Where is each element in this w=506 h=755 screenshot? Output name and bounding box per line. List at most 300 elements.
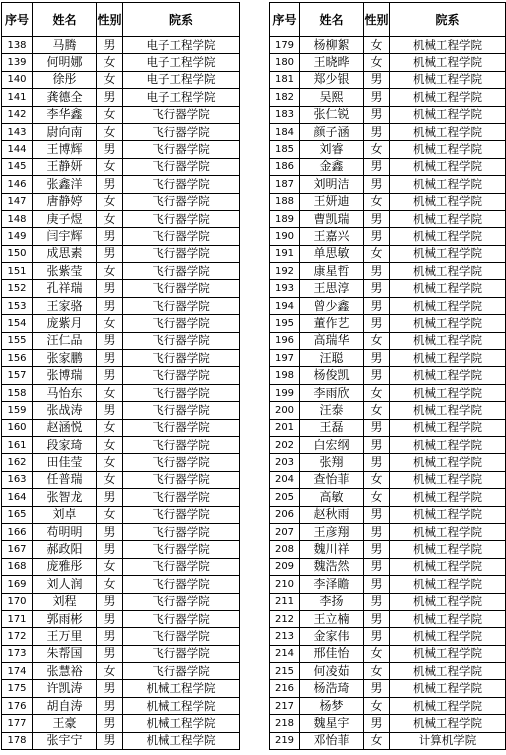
row-number: 216 [270, 680, 300, 697]
student-name: 马怡东 [33, 384, 97, 401]
student-name: 邢佳怡 [300, 645, 364, 662]
student-gender: 男 [364, 263, 390, 280]
student-gender: 女 [97, 663, 123, 680]
table-row [2, 593, 240, 610]
student-name: 曾少鑫 [300, 297, 364, 314]
student-department: 机械工程学院 [390, 280, 506, 297]
student-department: 飞行器学院 [123, 628, 240, 645]
student-gender: 女 [364, 193, 390, 210]
table-row [270, 89, 506, 106]
student-gender: 男 [364, 680, 390, 697]
student-department: 飞行器学院 [123, 106, 240, 123]
student-name: 金鑫 [300, 158, 364, 175]
student-department: 飞行器学院 [123, 350, 240, 367]
row-number: 219 [270, 732, 300, 749]
row-number: 161 [2, 436, 33, 453]
table-row [2, 106, 240, 123]
student-department: 机械工程学院 [390, 106, 506, 123]
row-number: 174 [2, 663, 33, 680]
row-number: 154 [2, 315, 33, 332]
student-gender: 女 [97, 158, 123, 175]
student-name: 魏星宇 [300, 715, 364, 732]
student-gender: 女 [97, 71, 123, 88]
table-row [270, 106, 506, 123]
student-department: 飞行器学院 [123, 315, 240, 332]
student-department: 机械工程学院 [390, 210, 506, 227]
table-row [270, 367, 506, 384]
table-row [2, 715, 240, 732]
student-department: 飞行器学院 [123, 158, 240, 175]
student-gender: 女 [97, 123, 123, 140]
table-row [270, 245, 506, 262]
student-name: 魏川祥 [300, 541, 364, 558]
student-gender: 男 [364, 506, 390, 523]
table-row [270, 576, 506, 593]
student-department: 机械工程学院 [123, 697, 240, 714]
row-number: 207 [270, 523, 300, 540]
student-department: 机械工程学院 [390, 158, 506, 175]
student-department: 飞行器学院 [123, 645, 240, 662]
header-row [2, 3, 240, 37]
student-gender: 男 [364, 558, 390, 575]
student-department: 飞行器学院 [123, 663, 240, 680]
student-name: 杨梦 [300, 697, 364, 714]
student-name: 王豪 [33, 715, 97, 732]
table-row [2, 680, 240, 697]
table-row [270, 541, 506, 558]
student-name: 王博辉 [33, 141, 97, 158]
student-name: 张仁锐 [300, 106, 364, 123]
row-number: 208 [270, 541, 300, 558]
student-name: 杨柳絮 [300, 37, 364, 54]
student-department: 飞行器学院 [123, 523, 240, 540]
student-name: 王妍迪 [300, 193, 364, 210]
student-department: 机械工程学院 [390, 663, 506, 680]
table-row [2, 576, 240, 593]
student-name: 刘人润 [33, 576, 97, 593]
row-number: 193 [270, 280, 300, 297]
student-name: 杨浩琦 [300, 680, 364, 697]
table-row [2, 89, 240, 106]
student-name: 王思淳 [300, 280, 364, 297]
header-gender: 性别 [97, 3, 123, 37]
student-name: 查怡菲 [300, 471, 364, 488]
table-row [2, 228, 240, 245]
table-row [270, 176, 506, 193]
row-number: 178 [2, 732, 33, 749]
student-name: 张翔 [300, 454, 364, 471]
student-name: 吴熙 [300, 89, 364, 106]
student-name: 闫宇辉 [33, 228, 97, 245]
student-name: 郭雨彬 [33, 610, 97, 627]
student-department: 机械工程学院 [390, 697, 506, 714]
row-number: 175 [2, 680, 33, 697]
table-row [270, 523, 506, 540]
student-department: 飞行器学院 [123, 593, 240, 610]
table-row [2, 176, 240, 193]
student-gender: 女 [364, 645, 390, 662]
table-row [270, 593, 506, 610]
row-number: 162 [2, 454, 33, 471]
student-name: 刘程 [33, 593, 97, 610]
student-name: 汪仁品 [33, 332, 97, 349]
row-number: 173 [2, 645, 33, 662]
student-name: 赵秋雨 [300, 506, 364, 523]
table-row [270, 489, 506, 506]
student-department: 机械工程学院 [390, 523, 506, 540]
student-department: 飞行器学院 [123, 297, 240, 314]
student-gender: 男 [364, 419, 390, 436]
table-row [270, 454, 506, 471]
header-name: 姓名 [33, 3, 97, 37]
table-row [270, 697, 506, 714]
row-number: 145 [2, 158, 33, 175]
row-number: 200 [270, 402, 300, 419]
row-number: 204 [270, 471, 300, 488]
table-row [270, 54, 506, 71]
student-gender: 男 [97, 89, 123, 106]
student-department: 计算机学院 [390, 732, 506, 749]
student-department: 机械工程学院 [390, 263, 506, 280]
row-number: 166 [2, 523, 33, 540]
student-department: 飞行器学院 [123, 402, 240, 419]
student-gender: 女 [364, 37, 390, 54]
student-gender: 女 [364, 54, 390, 71]
student-gender: 女 [364, 384, 390, 401]
student-gender: 女 [364, 732, 390, 749]
table-row [270, 471, 506, 488]
student-department: 机械工程学院 [123, 680, 240, 697]
row-number: 142 [2, 106, 33, 123]
row-number: 143 [2, 123, 33, 140]
student-name: 王万里 [33, 628, 97, 645]
student-gender: 女 [97, 436, 123, 453]
row-number: 203 [270, 454, 300, 471]
student-gender: 女 [364, 471, 390, 488]
student-name: 何凌茹 [300, 663, 364, 680]
student-department: 机械工程学院 [390, 245, 506, 262]
student-name: 魏浩然 [300, 558, 364, 575]
student-department: 机械工程学院 [390, 54, 506, 71]
row-number: 157 [2, 367, 33, 384]
student-gender: 男 [97, 715, 123, 732]
student-name: 庞雅彤 [33, 558, 97, 575]
row-number: 149 [2, 228, 33, 245]
student-gender: 男 [364, 593, 390, 610]
student-gender: 男 [364, 350, 390, 367]
student-gender: 男 [364, 280, 390, 297]
row-number: 190 [270, 228, 300, 245]
student-name: 马腾 [33, 37, 97, 54]
row-number: 195 [270, 315, 300, 332]
table-row [2, 315, 240, 332]
table-row [2, 419, 240, 436]
student-gender: 男 [364, 158, 390, 175]
student-name: 段家琦 [33, 436, 97, 453]
roster-table-left [1, 2, 240, 750]
student-name: 颜子涵 [300, 123, 364, 140]
student-name: 张智龙 [33, 489, 97, 506]
student-gender: 男 [364, 89, 390, 106]
student-name: 高瑞华 [300, 332, 364, 349]
table-row [2, 454, 240, 471]
roster-table-right [269, 2, 506, 750]
student-department: 机械工程学院 [390, 506, 506, 523]
row-number: 172 [2, 628, 33, 645]
student-gender: 男 [364, 315, 390, 332]
student-gender: 男 [97, 280, 123, 297]
table-row [270, 193, 506, 210]
table-row [2, 523, 240, 540]
header-dept: 院系 [123, 3, 240, 37]
row-number: 187 [270, 176, 300, 193]
table-row [2, 663, 240, 680]
student-department: 机械工程学院 [390, 228, 506, 245]
row-number: 165 [2, 506, 33, 523]
table-row [2, 54, 240, 71]
row-number: 185 [270, 141, 300, 158]
table-row [270, 228, 506, 245]
student-gender: 女 [364, 141, 390, 158]
student-department: 机械工程学院 [390, 315, 506, 332]
student-name: 张慧裕 [33, 663, 97, 680]
row-number: 150 [2, 245, 33, 262]
header-dept: 院系 [390, 3, 506, 37]
student-gender: 男 [364, 541, 390, 558]
row-number: 171 [2, 610, 33, 627]
student-name: 杨俊凯 [300, 367, 364, 384]
student-name: 赵涵悦 [33, 419, 97, 436]
student-name: 王静妍 [33, 158, 97, 175]
student-department: 机械工程学院 [390, 141, 506, 158]
student-gender: 男 [97, 297, 123, 314]
student-department: 飞行器学院 [123, 263, 240, 280]
student-name: 王家骆 [33, 297, 97, 314]
student-name: 邓怡菲 [300, 732, 364, 749]
student-gender: 男 [364, 123, 390, 140]
table-row [2, 141, 240, 158]
student-gender: 男 [97, 332, 123, 349]
student-gender: 女 [364, 402, 390, 419]
student-name: 庚子煜 [33, 210, 97, 227]
student-department: 机械工程学院 [390, 350, 506, 367]
table-row [270, 506, 506, 523]
student-department: 飞行器学院 [123, 558, 240, 575]
table-row [2, 402, 240, 419]
student-department: 飞行器学院 [123, 541, 240, 558]
student-gender: 男 [97, 141, 123, 158]
table-row [270, 610, 506, 627]
student-department: 飞行器学院 [123, 367, 240, 384]
student-name: 任普瑞 [33, 471, 97, 488]
table-row [270, 436, 506, 453]
student-name: 王晓晔 [300, 54, 364, 71]
student-name: 徐彤 [33, 71, 97, 88]
student-name: 张紫莹 [33, 263, 97, 280]
roster-body-right [270, 37, 506, 750]
row-number: 156 [2, 350, 33, 367]
table-row [2, 732, 240, 749]
student-gender: 男 [97, 245, 123, 262]
table-row [2, 628, 240, 645]
table-row [270, 71, 506, 88]
row-number: 151 [2, 263, 33, 280]
student-name: 汪泰 [300, 402, 364, 419]
student-department: 机械工程学院 [390, 419, 506, 436]
student-department: 机械工程学院 [390, 558, 506, 575]
student-gender: 男 [97, 523, 123, 540]
student-department: 机械工程学院 [390, 89, 506, 106]
row-number: 176 [2, 697, 33, 714]
table-row [270, 628, 506, 645]
row-number: 140 [2, 71, 33, 88]
student-department: 机械工程学院 [390, 176, 506, 193]
student-department: 机械工程学院 [390, 454, 506, 471]
student-name: 李扬 [300, 593, 364, 610]
row-number: 205 [270, 489, 300, 506]
student-department: 飞行器学院 [123, 576, 240, 593]
student-gender: 男 [97, 541, 123, 558]
student-department: 飞行器学院 [123, 436, 240, 453]
student-gender: 女 [97, 54, 123, 71]
table-row [270, 158, 506, 175]
student-gender: 男 [364, 436, 390, 453]
student-gender: 男 [364, 454, 390, 471]
student-name: 刘睿 [300, 141, 364, 158]
student-gender: 男 [97, 697, 123, 714]
table-row [2, 332, 240, 349]
table-row [2, 193, 240, 210]
table-row [270, 663, 506, 680]
student-name: 田佳莹 [33, 454, 97, 471]
row-number: 167 [2, 541, 33, 558]
student-department: 飞行器学院 [123, 332, 240, 349]
student-gender: 女 [97, 419, 123, 436]
student-department: 飞行器学院 [123, 193, 240, 210]
student-department: 机械工程学院 [390, 489, 506, 506]
row-number: 198 [270, 367, 300, 384]
student-gender: 男 [97, 228, 123, 245]
row-number: 164 [2, 489, 33, 506]
student-name: 龚德全 [33, 89, 97, 106]
student-gender: 女 [364, 663, 390, 680]
table-row [270, 384, 506, 401]
table-row [270, 123, 506, 140]
student-department: 飞行器学院 [123, 610, 240, 627]
row-number: 180 [270, 54, 300, 71]
header-no: 序号 [270, 3, 300, 37]
row-number: 158 [2, 384, 33, 401]
student-name: 刘卓 [33, 506, 97, 523]
student-name: 单思敏 [300, 245, 364, 262]
row-number: 199 [270, 384, 300, 401]
header-no: 序号 [2, 3, 33, 37]
student-department: 机械工程学院 [390, 71, 506, 88]
table-row [2, 471, 240, 488]
row-number: 141 [2, 89, 33, 106]
row-number: 160 [2, 419, 33, 436]
row-number: 181 [270, 71, 300, 88]
student-name: 何明娜 [33, 54, 97, 71]
student-gender: 男 [97, 367, 123, 384]
student-gender: 男 [364, 71, 390, 88]
student-gender: 男 [364, 715, 390, 732]
student-name: 董作艺 [300, 315, 364, 332]
student-department: 机械工程学院 [390, 645, 506, 662]
table-row [270, 350, 506, 367]
student-gender: 男 [97, 610, 123, 627]
student-department: 电子工程学院 [123, 89, 240, 106]
student-gender: 女 [364, 697, 390, 714]
table-row [270, 37, 506, 54]
student-department: 机械工程学院 [390, 332, 506, 349]
table-row [270, 297, 506, 314]
table-row [270, 645, 506, 662]
student-gender: 男 [97, 645, 123, 662]
student-gender: 女 [97, 106, 123, 123]
student-gender: 女 [97, 315, 123, 332]
student-name: 尉向南 [33, 123, 97, 140]
row-number: 138 [2, 37, 33, 54]
student-gender: 男 [97, 593, 123, 610]
student-name: 汪聪 [300, 350, 364, 367]
student-name: 唐静婷 [33, 193, 97, 210]
student-gender: 男 [364, 297, 390, 314]
student-department: 机械工程学院 [390, 367, 506, 384]
student-department: 飞行器学院 [123, 176, 240, 193]
row-number: 152 [2, 280, 33, 297]
student-department: 飞行器学院 [123, 506, 240, 523]
row-number: 144 [2, 141, 33, 158]
table-row [2, 37, 240, 54]
row-number: 177 [2, 715, 33, 732]
student-name: 张家鹏 [33, 350, 97, 367]
student-department: 机械工程学院 [123, 732, 240, 749]
student-department: 飞行器学院 [123, 210, 240, 227]
header-row [270, 3, 506, 37]
student-department: 机械工程学院 [390, 610, 506, 627]
student-name: 张战涛 [33, 402, 97, 419]
row-number: 191 [270, 245, 300, 262]
row-number: 159 [2, 402, 33, 419]
student-department: 飞行器学院 [123, 384, 240, 401]
row-number: 209 [270, 558, 300, 575]
table-row [2, 210, 240, 227]
row-number: 213 [270, 628, 300, 645]
student-name: 朱帮国 [33, 645, 97, 662]
table-row [270, 680, 506, 697]
table-row [2, 541, 240, 558]
student-department: 机械工程学院 [390, 593, 506, 610]
student-name: 王彦翔 [300, 523, 364, 540]
student-name: 李华鑫 [33, 106, 97, 123]
student-gender: 女 [97, 558, 123, 575]
student-department: 飞行器学院 [123, 454, 240, 471]
table-row [2, 123, 240, 140]
row-number: 179 [270, 37, 300, 54]
student-gender: 女 [97, 384, 123, 401]
student-department: 机械工程学院 [390, 37, 506, 54]
table-row [2, 506, 240, 523]
student-gender: 男 [364, 576, 390, 593]
row-number: 210 [270, 576, 300, 593]
student-department: 机械工程学院 [390, 402, 506, 419]
student-gender: 女 [97, 454, 123, 471]
table-row [2, 245, 240, 262]
row-number: 186 [270, 158, 300, 175]
header-gender: 性别 [364, 3, 390, 37]
student-name: 张宇宁 [33, 732, 97, 749]
